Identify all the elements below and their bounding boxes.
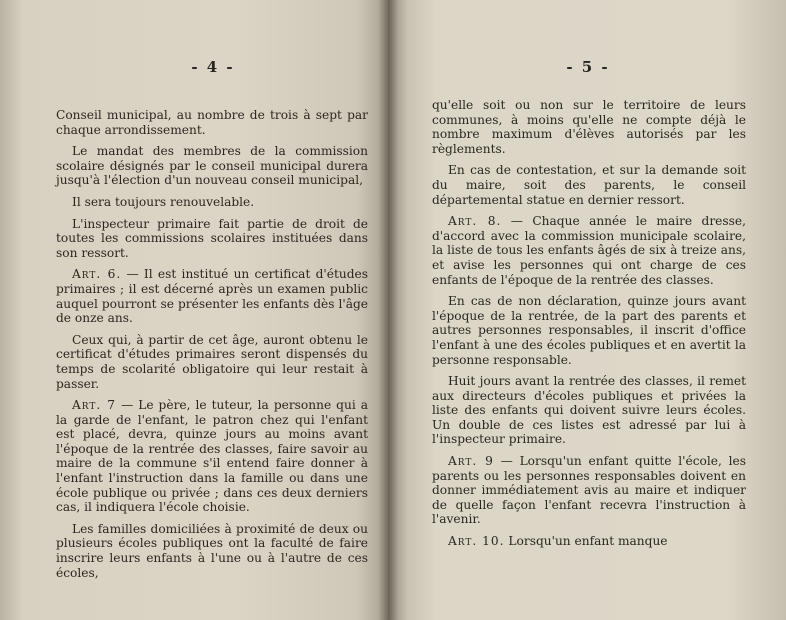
paragraph: L'inspecteur primaire fait partie de droit de toutes les commissions scolaires instituées dans son ressort. xyxy=(56,216,368,260)
article-label: Art. 9 xyxy=(448,454,494,469)
article-text: — Chaque année le maire dresse, d'accord avec la commission municipale scolaire, la liste de tous les enfants âgés de six à treize ans, et avise les personnes qui ont charge de ces enfants de l'époque de la rentrée des classes. xyxy=(432,214,746,287)
right-page xyxy=(388,0,786,620)
article-label: Art. 8. xyxy=(448,214,502,229)
article-8 xyxy=(432,214,746,287)
left-page xyxy=(0,0,388,620)
paragraph: qu'elle soit ou non sur le territoire de leurs communes, à moins qu'elle ne compte déjà le nombre maximum d'élèves autorisés par les règlements. xyxy=(432,98,746,156)
left-page-body xyxy=(56,108,368,587)
article-10 xyxy=(432,534,746,549)
article-9 xyxy=(432,454,746,527)
page-number: - 4 - xyxy=(191,58,235,76)
article-label: Art. 7 xyxy=(72,398,117,413)
article-text: — Le père, le tuteur, la personne qui a la garde de l'enfant, le patron chez qui l'enfant est placé, devra, quinze jours au moins avant l'époque de la rentrée des classes, faire savoir au maire de la commune s'il entend faire donner à l'enfant l'instruction dans la famille ou dans une école publique ou privée ; dans ces deux derniers cas, il indiquera l'école choisie. xyxy=(56,398,368,515)
article-label: Art. 10. xyxy=(448,534,505,549)
paragraph: Il sera toujours renouvelable. xyxy=(72,194,255,209)
article-7 xyxy=(56,398,368,515)
article-label: Art. 6. xyxy=(72,267,122,282)
paragraph: Le mandat des membres de la commission scolaire désignés par le conseil municipal durera jusqu'à l'élection d'un nouveau conseil municipal, xyxy=(56,144,368,188)
article-text: Lorsqu'un enfant manque xyxy=(504,534,668,549)
article-6 xyxy=(56,267,368,325)
paragraph: Les familles domiciliées à proximité de deux ou plusieurs écoles publiques ont la faculté de faire inscrire leurs enfants à l'une ou à l'autre de ces écoles, xyxy=(56,521,368,580)
paragraph: Conseil municipal, au nombre de trois à sept par chaque arrondissement. xyxy=(56,108,368,137)
right-page-body xyxy=(432,98,746,556)
paragraph: En cas de contestation, et sur la demande soit du maire, soit des parents, le conseil départemental statue en dernier ressort. xyxy=(432,163,746,207)
paragraph: Huit jours avant la rentrée des classes, il remet aux directeurs d'écoles publiques et privées la liste des enfants qui doivent suivre leurs écoles. Un double de ces listes est adressé par lui à l'inspecteur primaire. xyxy=(432,374,746,447)
page-number: - 5 - xyxy=(566,58,610,76)
article-text: — Lorsqu'un enfant quitte l'école, les parents ou les personnes responsables doivent en donner immédiatement avis au maire et indiquer de quelle façon l'enfant recevra l'instruction à l'avenir. xyxy=(432,454,746,527)
paragraph: Ceux qui, à partir de cet âge, auront obtenu le certificat d'études primaires seront dispensés du temps de scolarité obligatoire qui leur restait à passer. xyxy=(56,332,368,391)
article-text: — Il est institué un certificat d'études primaires ; il est décerné après un examen public auquel pourront se présenter les enfants dès l'âge de onze ans. xyxy=(56,267,368,326)
paragraph: En cas de non déclaration, quinze jours avant l'époque de la rentrée, de la part des parents et autres personnes responsables, il inscrit d'office l'enfant à une des écoles publiques et en avertit la personne responsable. xyxy=(432,294,746,367)
